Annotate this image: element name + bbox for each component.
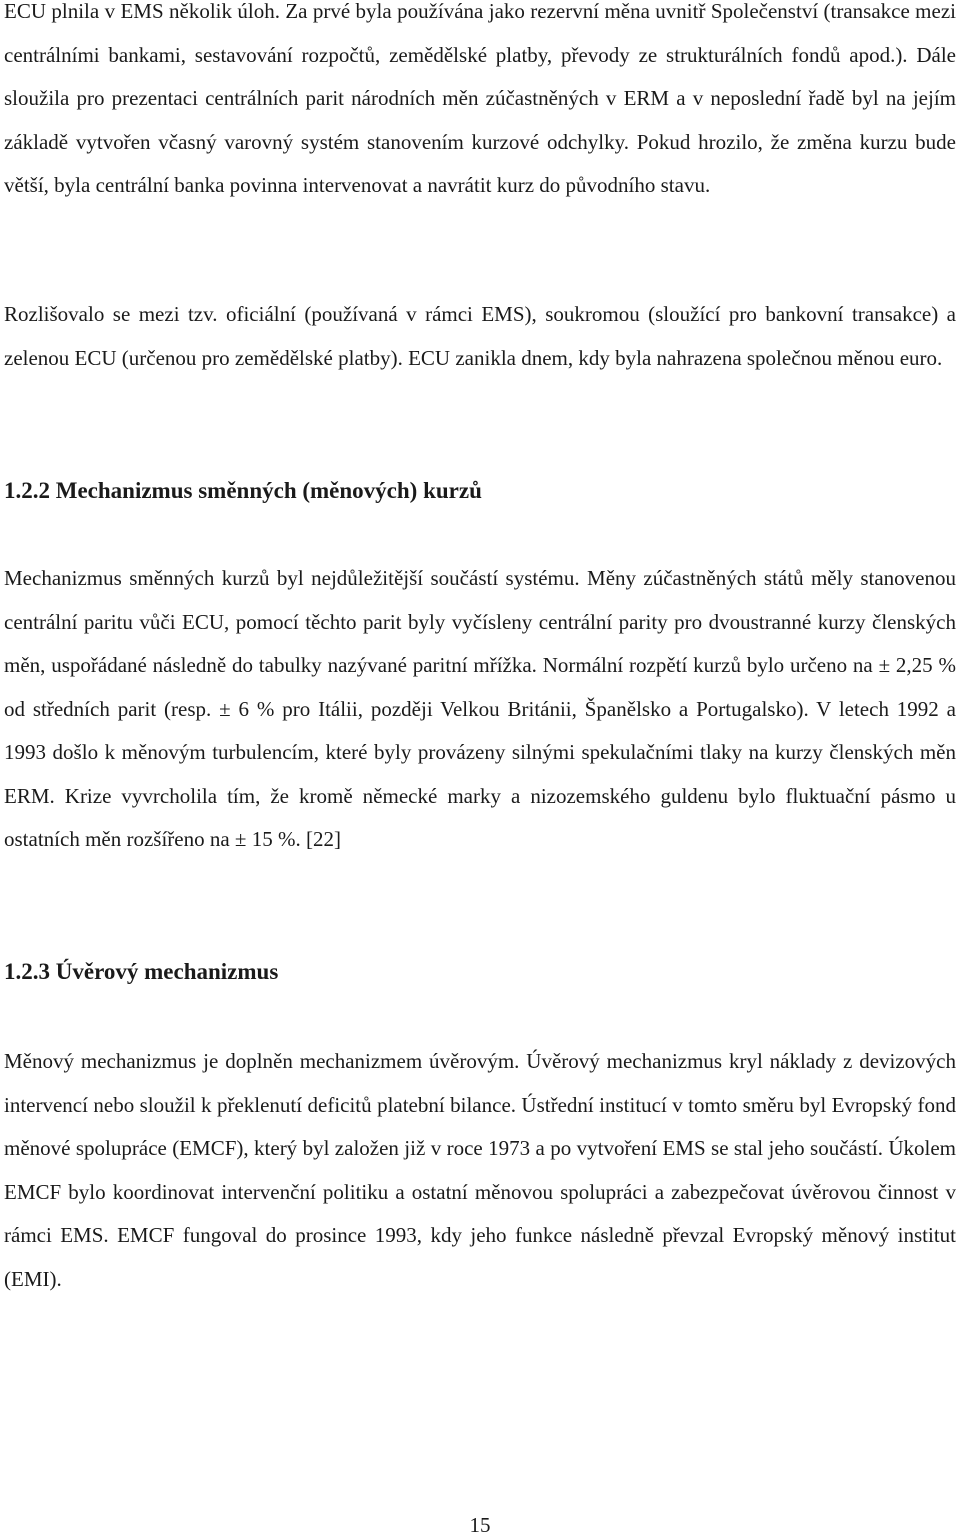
paragraph-credit-mechanism: Měnový mechanizmus je doplněn mechanizmem úvěrovým. Úvěrový mechanizmus kryl náklady z devizových intervencí nebo sloužil k překlenutí deficitů platební bilance. Ústřední institucí v tomto směru byl Evropský fond měnové spolupráce (EMCF), který byl založen již v roce 1973 a po vytvoření EMS se stal jeho součástí. Úkolem EMCF bylo koordinovat intervenční politiku a ostatní měnovou spolupráci a zabezpečovat úvěrovou činnost v rámci EMS. EMCF fungoval do prosince 1993, kdy jeho funkce následně převzal Evropský měnový institut (EMI). — [4, 1049, 956, 1291]
paragraph-exchange-rate-mechanism: Mechanizmus směnných kurzů byl nejdůležitější součástí systému. Měny zúčastněných států měly stanovenou centrální paritu vůči ECU, pomocí těchto parit byly vyčísleny centrální parity pro dvoustranné kurzy členských měn, uspořádané následně do tabulky nazývané paritní mřížka. Normální rozpětí kurzů bylo určeno na ± 2,25 % od středních parit (resp. ± 6 % pro Itálii, později Velkou Británii, Španělsko a Portugalsko). V letech 1992 a 1993 došlo k měnovým turbulencím, které byly provázeny silnými spekulačními tlaky na kurzy členských měn ERM. Krize vyvrcholila tím, že kromě německé marky a nizozemského guldenu bylo fluktuační pásmo u ostatních měn rozšířeno na ± 15 %. [22] — [4, 566, 956, 851]
paragraph-ecu-roles: ECU plnila v EMS několik úloh. Za prvé byla používána jako rezervní měna uvnitř Společenství (transakce mezi centrálními bankami, sestavování rozpočtů, zemědělské platby, převody ze strukturálních fondů apod.). Dále sloužila pro prezentaci centrálních parit národních měn zúčastněných v ERM a v neposlední řadě byl na jejím základě vytvořen včasný varovný systém stanovením kurzové odchylky. Pokud hrozilo, že změna kurzu bude větší, byla centrální banka povinna intervenovat a navrátit kurz do původního stavu. — [4, 0, 956, 197]
section-heading-credit-mechanism: 1.2.3 Úvěrový mechanizmus — [4, 959, 279, 984]
paragraph-ecu-types: Rozlišovalo se mezi tzv. oficiální (používaná v rámci EMS), soukromou (sloužící pro bankovní transakce) a zelenou ECU (určenou pro zemědělské platby). ECU zanikla dnem, kdy byla nahrazena společnou měnou euro. — [4, 302, 956, 370]
page-number: 15 — [469, 1513, 491, 1537]
section-heading-exchange-rate-mechanism: 1.2.2 Mechanizmus směnných (měnových) kurzů — [4, 478, 482, 503]
